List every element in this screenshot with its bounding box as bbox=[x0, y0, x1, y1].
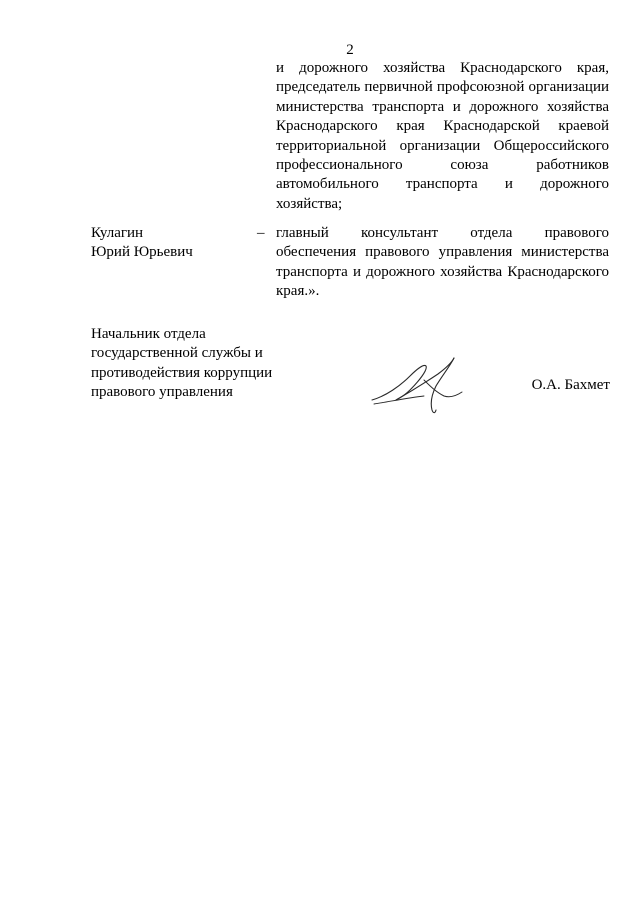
member-description bbox=[276, 224, 609, 302]
member-description-line: главный консультант отдела правового bbox=[276, 225, 609, 241]
member-given-names: Юрий Юрьевич bbox=[91, 244, 193, 261]
continuation-line: профессионального союза работников bbox=[276, 156, 609, 173]
page-number: 2 bbox=[346, 42, 354, 58]
member-surname: Кулагин bbox=[91, 225, 144, 241]
continuation-line: территориальной организации Общероссийского bbox=[276, 137, 609, 154]
continuation-line: министерства транспорта и дорожного хозяйства bbox=[276, 98, 609, 115]
continuation-line: председатель первичной профсоюзной организации bbox=[276, 79, 609, 96]
member-description-line: обеспечения правового управления министерства bbox=[276, 244, 609, 261]
continuation-line: и дорожного хозяйства Краснодарского края, bbox=[276, 60, 609, 76]
member-description-line: транспорта и дорожного хозяйства Краснодарского bbox=[276, 263, 609, 280]
member-dash: – bbox=[257, 225, 265, 241]
handwritten-signature bbox=[366, 352, 466, 416]
signatory-name: О.А. Бахмет bbox=[531, 377, 610, 393]
continuation-paragraph bbox=[276, 59, 609, 214]
member-name bbox=[91, 224, 193, 263]
position-line: противодействия коррупции bbox=[91, 364, 273, 381]
continuation-line: автомобильного транспорта и дорожного bbox=[276, 176, 609, 193]
signatory-position bbox=[91, 325, 272, 403]
position-line: правового управления bbox=[91, 384, 233, 401]
continuation-line: хозяйства; bbox=[276, 195, 343, 212]
continuation-line: Краснодарского края Краснодарской краевой bbox=[276, 118, 609, 135]
member-description-line: края.». bbox=[276, 283, 320, 300]
position-line: государственной службы и bbox=[91, 345, 263, 362]
position-line: Начальник отдела bbox=[91, 326, 206, 342]
